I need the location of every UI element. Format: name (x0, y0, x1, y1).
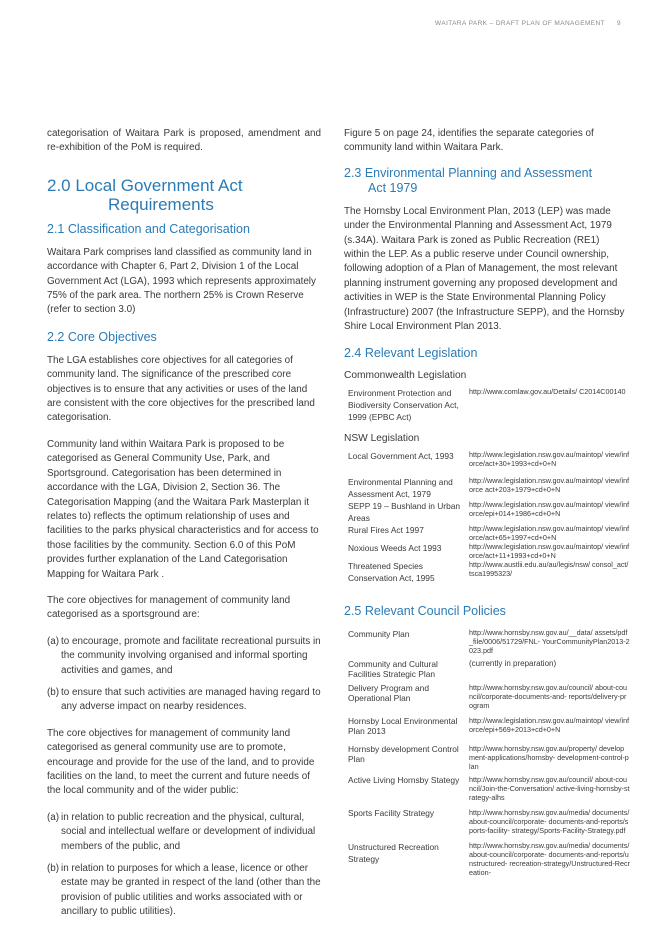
table-row (348, 744, 630, 771)
table-row (348, 560, 630, 584)
sportsground-objectives-list (47, 635, 321, 715)
policy-name: Active Living Hornsby Stategy (348, 775, 460, 786)
section-2-2-paragraph-3: The core objectives for management of community land categorised as a sportsground are: (47, 594, 291, 621)
table-row (348, 628, 630, 655)
legislation-url[interactable]: http://www.comlaw.gov.au/Details/ C2014C00140 (469, 387, 626, 397)
section-2-3-heading (344, 166, 626, 196)
table-row (348, 524, 630, 542)
policy-url[interactable]: http://www.legislation.nsw.gov.au/maintop/ view/inforce/epi+569+2013+cd+0+N (469, 716, 630, 735)
running-header (435, 20, 621, 27)
table-row (348, 500, 630, 524)
table-row (348, 387, 630, 423)
policy-name: Delivery Program and Operational Plan (348, 683, 429, 704)
section-2-2-heading: 2.2 Core Objectives (47, 329, 157, 344)
page-number: 9 (616, 20, 621, 27)
policy-name: Hornsby Local Environmental Plan 2013 (348, 716, 458, 737)
commonwealth-legislation-table (348, 387, 630, 423)
section-2-3-heading-line1: 2.3 Environmental Planning and Assessment (344, 165, 593, 180)
legislation-url[interactable]: http://www.legislation.nsw.gov.au/maintop/ view/inforce/act+11+1993+cd+0+N (469, 542, 630, 561)
policy-name: Hornsby development Control Plan (348, 744, 459, 765)
section-2-1-body: Waitara Park comprises land classified as community land in accordance with Chapter 6, Part 2, Division 1 of the Local Government Act (LGA), 1993 which represents approximately 75% of the park area. The northern 25% is Crown Reserve (refer to section 3.0) (47, 246, 316, 316)
list-item: (b) to ensure that such activities are managed having regard to any adverse impact on nearby residences. (47, 686, 321, 713)
table-row (348, 450, 630, 468)
policy-name: Community and Cultural Facilities Strategic Plan (348, 659, 438, 680)
table-row (348, 808, 630, 835)
policy-url[interactable]: http://www.hornsby.nsw.gov.au/council/ about-council/Join-the-Conversation/ active-living-hornsby-strategy-alhs (469, 775, 630, 803)
right-intro-paragraph: Figure 5 on page 24, identifies the separate categories of community land within Waitara Park. (344, 128, 594, 154)
policy-url[interactable]: http://www.hornsby.nsw.gov.au/council/ about-council/corporate-documents-and- reports/delivery-program (469, 683, 627, 711)
policy-url[interactable]: http://www.hornsby.nsw.gov.au/media/ documents/about-council/corporate- documents-and-reports/sports-facility- strategy/Sports-Facility-Strategy.pdf (469, 808, 630, 836)
legislation-url[interactable]: http://www.legislation.nsw.gov.au/maintop/ view/inforce/act+65+1997+cd+0+N (469, 524, 630, 543)
policy-url[interactable]: http://www.hornsby.nsw.gov.au/media/ documents/about-council/corporate- documents-and-reports/unstructured- recreation-strategy/Unstructured-Recreation- (469, 841, 630, 878)
legislation-url[interactable]: http://www.legislation.nsw.gov.au/maintop/ view/inforce/epi+014+1986+cd+0+N (469, 500, 630, 519)
table-row (348, 659, 630, 679)
legislation-name: Environment Protection and Biodiversity Conservation Act, 1999 (EPBC Act) (348, 388, 459, 423)
legislation-name: Threatened Species Conservation Act, 1995 (348, 561, 435, 584)
section-2-heading-line2: Requirements (108, 194, 214, 214)
list-item: (a) in relation to public recreation and the physical, cultural, social and intellectual welfare or development of individual members of the public, and (47, 811, 316, 852)
policy-url[interactable]: http://www.hornsby.nsw.gov.au/__data/ assets/pdf_file/0006/51729/FNL- YourCommunityPlan2013-2023.pdf (469, 628, 630, 656)
list-item: (a) to encourage, promote and facilitate recreational pursuits in the community involving organised and informal sporting activities and games, and (47, 635, 321, 676)
section-2-2-paragraph-1: The LGA establishes core objectives for all categories of community land. The significance of the prescribed core objectives is to ensure that any activities or uses of the land are consistent with the core objectives for the prescribed land categorisation. (47, 354, 315, 424)
policy-name: Unstructured Recreation Strategy (348, 842, 439, 865)
nsw-legislation-subheading: NSW Legislation (344, 433, 420, 445)
section-2-3-body: The Hornsby Local Environment Plan, 2013 (LEP) was made under the Environmental Planning and Assessment Act, 1979 (s.34A). Waitara Park is zoned as Public Recreation (RE1) within the LEP. As a public reserve under Council ownership, following adoption of a Plan of Management, the most relevant planning instrument governing any proposed development and activities in WEP is the State Environmental Planning Policy (Infrastructure) 2007 (the Infrastructure SEPP), and the Hornsby Shire Local Environment Plan 2013. (344, 205, 625, 333)
policy-url: (currently in preparation) (469, 659, 557, 669)
table-row (348, 841, 630, 877)
commonwealth-legislation-subheading: Commonwealth Legislation (344, 370, 467, 382)
table-row (348, 476, 630, 500)
legislation-name: Rural Fires Act 1997 (348, 525, 424, 536)
section-2-2-paragraph-4: The core objectives for management of community land categorised as general community use are to promote, encourage and provide for the use of the land, and to provide facilities on the land, to meet the current and future needs of the local community and of the wider public: (47, 727, 315, 797)
council-policies-table (348, 628, 630, 877)
left-column (47, 127, 321, 920)
legislation-url[interactable]: http://www.legislation.nsw.gov.au/maintop/ view/inforce act+203+1979+cd+0+N (469, 476, 630, 495)
legislation-name: SEPP 19 – Bushland in Urban Areas (348, 501, 461, 524)
section-2-2-paragraph-2: Community land within Waitara Park is proposed to be categorised as General Community Use, Park, and Sportsground. Categorisation has been determined in accordance with the LGA, Division 2, Section 36. The Categorisation Mapping (and the Waitara Park Masterplan it relates to) reflects the optimum relationship of uses and facilities to the parks physical characteristics and for access to those facilities by the community. Section 6.0 of this PoM provides further explanation of the Land Categorisation Mapping for Waitara Park . (47, 438, 319, 580)
general-community-objectives-list (47, 811, 321, 920)
list-item: (b) in relation to purposes for which a lease, licence or other estate may be granted in respect of the land (other than the provision of public utilities and works associated with or ancillary to public utilities). (47, 863, 321, 918)
table-row (348, 775, 630, 802)
table-row (348, 716, 630, 736)
section-2-4-heading: 2.4 Relevant Legislation (344, 346, 478, 361)
legislation-url[interactable]: http://www.legislation.nsw.gov.au/maintop/ view/inforce/act+30+1993+cd+0+N (469, 450, 630, 469)
policy-name: Sports Facility Strategy (348, 808, 435, 819)
legislation-url[interactable]: http://www.austlii.edu.au/au/legis/nsw/ consol_act/tsca1995323/ (469, 560, 629, 579)
policy-name: Community Plan (348, 629, 410, 640)
section-2-3-heading-line2: Act 1979 (368, 180, 418, 195)
section-2-heading-line1: 2.0 Local Government Act (47, 175, 243, 195)
intro-paragraph: categorisation of Waitara Park is proposed, amendment and re-exhibition of the PoM is required. (47, 128, 321, 154)
policy-url[interactable]: http://www.hornsby.nsw.gov.au/property/ development-applications/hornsby- development-control-plan (469, 744, 629, 772)
section-2-heading (47, 176, 321, 214)
header-title: WAITARA PARK – DRAFT PLAN OF MANAGEMENT (435, 20, 605, 27)
nsw-legislation-table (348, 450, 630, 584)
section-2-5-heading: 2.5 Relevant Council Policies (344, 604, 506, 619)
section-2-1-heading: 2.1 Classification and Categorisation (47, 221, 250, 236)
table-row (348, 542, 630, 560)
table-row (348, 683, 630, 710)
right-column (344, 127, 630, 883)
legislation-name: Noxious Weeds Act 1993 (348, 543, 442, 554)
legislation-name: Local Government Act, 1993 (348, 451, 454, 462)
legislation-name: Environmental Planning and Assessment Act, 1979 (348, 477, 453, 500)
